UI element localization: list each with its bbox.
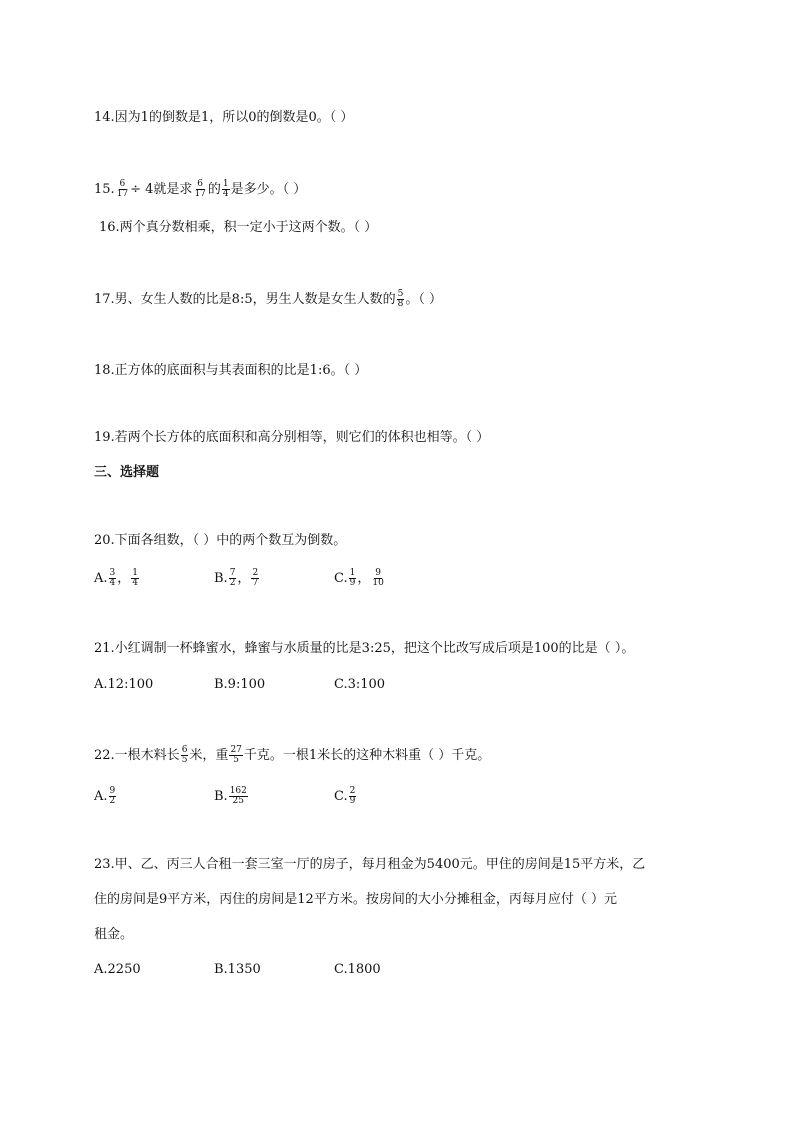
fraction-numerator: 1 (349, 568, 356, 578)
fraction (181, 746, 189, 765)
question-14-text: 14.因为1的倒数是1，所以0的倒数是0。（ ） (94, 110, 354, 125)
fraction (229, 746, 242, 765)
question-17-suffix: 。（ ） (405, 292, 442, 307)
fraction-denominator: 5 (233, 755, 240, 765)
option-separator: ， (237, 571, 251, 586)
fraction-denominator: 7 (252, 578, 259, 588)
question-22-suffix: 千克。一根1米长的这种木料重（ ）千克。 (243, 748, 491, 763)
fraction-numerator: 3 (109, 568, 116, 578)
question-23-text: 租金。 (94, 927, 134, 942)
fraction-denominator: 4 (132, 578, 139, 588)
option-b[interactable]: B.1350 (214, 962, 261, 977)
option-a[interactable] (94, 569, 140, 589)
option-label: B. (214, 571, 228, 586)
option-label: A. (94, 571, 108, 586)
fraction (349, 787, 357, 806)
question-16 (99, 219, 377, 237)
question-19 (94, 429, 489, 447)
fraction-denominator: 5 (181, 755, 188, 765)
fraction (193, 180, 206, 199)
question-15-mid1: ÷ 4就是求 (130, 182, 193, 197)
fraction-denominator: 4 (222, 189, 229, 199)
section-heading (94, 464, 159, 482)
question-15-mid2: 的 (207, 182, 221, 197)
fraction-numerator: 7 (229, 568, 236, 578)
option-label: C. (334, 789, 348, 804)
question-23-line-1 (94, 856, 645, 874)
fraction-denominator: 4 (109, 578, 116, 588)
fraction-numerator: 6 (181, 745, 188, 755)
question-15-prefix: 15. (94, 182, 115, 197)
fraction-numerator: 1 (222, 179, 229, 189)
section-title: 三、选择题 (94, 465, 160, 480)
fraction (109, 569, 117, 588)
fraction-numerator: 27 (230, 745, 242, 755)
option-c[interactable]: C.3:100 (334, 677, 386, 692)
option-a[interactable] (94, 787, 117, 807)
question-23-line-2 (94, 891, 617, 909)
fraction-denominator: 9 (349, 796, 356, 806)
fraction (251, 569, 259, 588)
fraction-denominator: 17 (194, 189, 206, 199)
question-18 (94, 362, 367, 380)
fraction (349, 569, 357, 588)
question-15 (94, 180, 306, 199)
fraction (229, 569, 237, 588)
fraction-denominator: 2 (109, 796, 116, 806)
question-15-suffix: 是多少。（ ） (230, 182, 307, 197)
question-20-options (94, 569, 694, 589)
option-a[interactable]: A.12:100 (94, 677, 154, 692)
question-20 (94, 532, 346, 550)
option-label: A. (94, 789, 108, 804)
fraction-numerator: 6 (119, 179, 126, 189)
question-19-text: 19.若两个长方体的底面积和高分别相等，则它们的体积也相等。（ ） (94, 430, 490, 445)
fraction (397, 290, 405, 309)
option-separator: ， (357, 571, 371, 586)
fraction-numerator: 2 (349, 786, 356, 796)
question-21-options (94, 675, 694, 695)
fraction-numerator: 162 (229, 786, 247, 796)
question-17-prefix: 17.男、女生人数的比是8:5，男生人数是女生人数的 (94, 292, 396, 307)
fraction (131, 569, 139, 588)
fraction (116, 180, 129, 199)
question-23-line-3 (94, 926, 133, 944)
question-21-text: 21.小红调制一杯蜂蜜水，蜂蜜与水质量的比是3:25，把这个比改写成后项是100的比是（ ）。 (94, 641, 635, 656)
question-22-options (94, 787, 694, 807)
question-17 (94, 290, 442, 309)
fraction-denominator: 8 (397, 299, 404, 309)
fraction-denominator: 9 (349, 578, 356, 588)
question-22-mid1: 米，重 (189, 748, 229, 763)
fraction-numerator: 2 (252, 568, 259, 578)
fraction (229, 787, 248, 806)
fraction (109, 787, 117, 806)
option-c[interactable]: C.1800 (334, 962, 381, 977)
option-b[interactable]: B.9:100 (214, 677, 266, 692)
fraction-denominator: 2 (229, 578, 236, 588)
option-label: C. (334, 571, 348, 586)
fraction-denominator: 10 (372, 578, 384, 588)
option-c[interactable] (334, 569, 386, 589)
fraction (222, 180, 230, 199)
fraction-numerator: 1 (132, 568, 139, 578)
question-22-prefix: 22.一根木料长 (94, 748, 180, 763)
fraction (371, 569, 384, 588)
option-label: B. (214, 789, 228, 804)
fraction-numerator: 6 (197, 179, 204, 189)
fraction-denominator: 17 (116, 189, 129, 199)
option-b[interactable] (214, 569, 260, 589)
question-18-text: 18.正方体的底面积与其表面积的比是1:6。（ ） (94, 363, 368, 378)
fraction-numerator: 5 (397, 289, 404, 299)
fraction-numerator: 9 (375, 568, 381, 578)
option-c[interactable] (334, 787, 357, 807)
question-20-text: 20.下面各组数，（ ）中的两个数互为倒数。 (94, 533, 347, 548)
question-22 (94, 746, 490, 765)
option-b[interactable] (214, 787, 249, 807)
question-23-text: 23.甲、乙、丙三人合租一套三室一厅的房子，每月租金为5400元。甲住的房间是15平方米，乙 (94, 857, 646, 872)
fraction-numerator: 9 (109, 786, 116, 796)
question-21 (94, 640, 634, 658)
option-separator: ， (117, 571, 131, 586)
question-23-text: 住的房间是9平方米，丙住的房间是12平方米。按房间的大小分摊租金，丙每月应付（ ）元 (94, 892, 617, 907)
question-14 (94, 109, 353, 127)
question-16-text: 16.两个真分数相乘，积一定小于这两个数。（ ） (99, 220, 378, 235)
option-a[interactable]: A.2250 (94, 962, 141, 977)
question-23-options (94, 960, 694, 980)
fraction-denominator: 25 (232, 796, 244, 806)
